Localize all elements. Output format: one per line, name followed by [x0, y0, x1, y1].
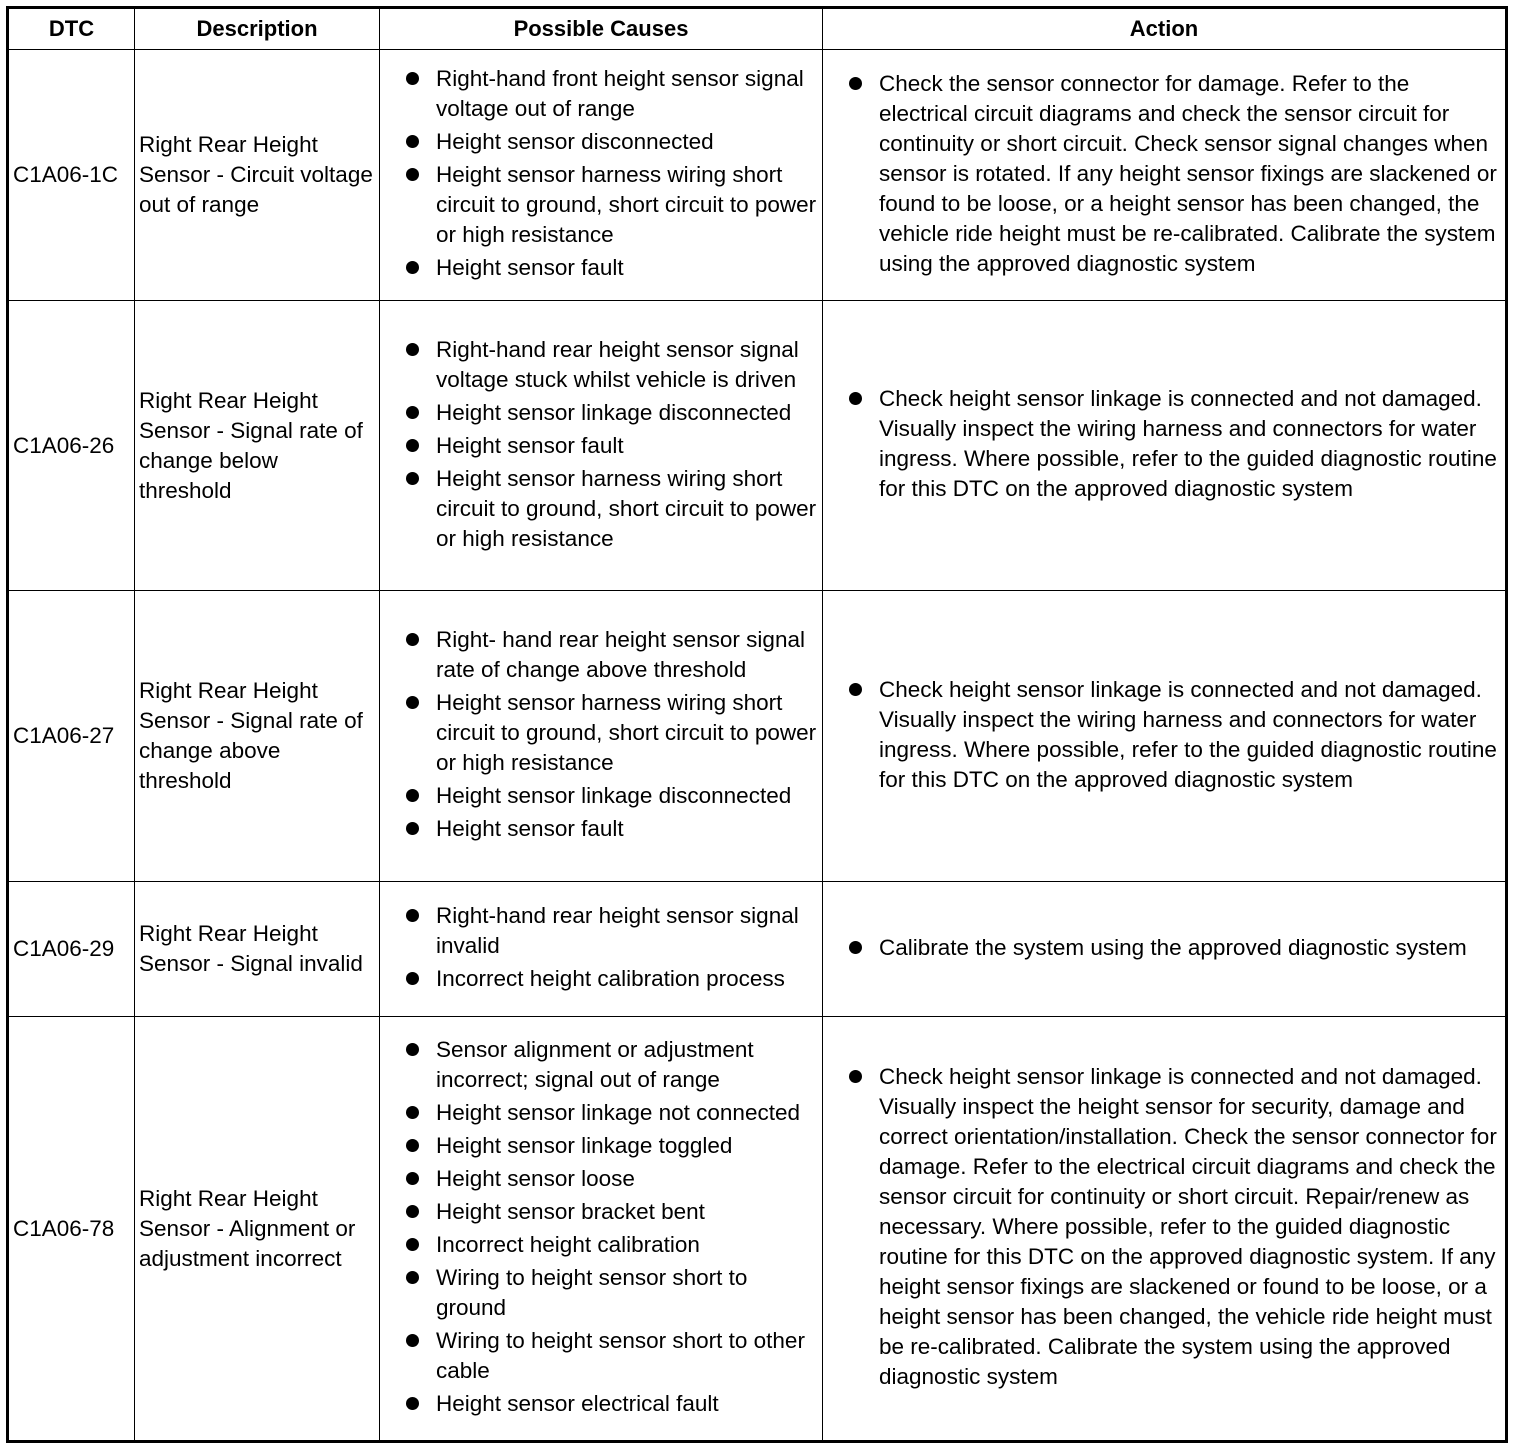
table-header [8, 8, 1507, 50]
cause-item-text: Height sensor linkage disconnected [436, 399, 792, 425]
bullet-icon [406, 1334, 419, 1347]
header-description: Description [135, 8, 380, 50]
cause-item [406, 335, 818, 395]
bullet-icon [406, 633, 419, 646]
cause-item [406, 688, 818, 778]
table-row [8, 591, 1507, 882]
cause-item-text: Height sensor harness wiring short circuit to ground, short circuit to power or high resistance [436, 162, 817, 247]
table-row [8, 301, 1507, 591]
cause-item [406, 1164, 818, 1194]
action-cell [823, 1017, 1507, 1442]
cause-item-text: Height sensor linkage disconnected [436, 783, 792, 808]
action-cell [823, 882, 1507, 1017]
bullet-icon [849, 1070, 862, 1083]
action-item-text: Check height sensor linkage is connected and not damaged. Visually inspect the wiring harness and connectors for water ingress. Where possible, refer to the guided diagnostic routine for this DTC on the approved diagnostic system [879, 386, 1497, 501]
bullet-icon [406, 72, 419, 85]
bullet-icon [406, 972, 419, 985]
bullet-icon [406, 1205, 419, 1218]
cause-item-text: Right-hand rear height sensor signal voltage stuck whilst vehicle is driven [436, 336, 799, 392]
cause-item-text: Height sensor electrical fault [436, 1391, 719, 1416]
dtc-code-cell: C1A06-26 [8, 301, 135, 591]
action-item-text: Check the sensor connector for damage. Refer to the electrical circuit diagrams and check the sensor circuit for continuity or short circuit. Check sensor signal changes when sensor is rotated. If any height sensor fixings are slackened or found to be loose, or a height sensor has been changed, the vehicle ride height must be re-calibrated. Calibrate the system using the approved diagnostic system [879, 70, 1497, 276]
possible-causes-cell [380, 1017, 823, 1442]
dtc-code-cell: C1A06-29 [8, 882, 135, 1017]
cause-item-text: Height sensor fault [436, 816, 624, 841]
action-item-text: Calibrate the system using the approved diagnostic system [879, 934, 1467, 960]
action-cell [823, 50, 1507, 301]
bullet-icon [406, 1271, 419, 1284]
header-row [8, 8, 1507, 50]
cause-item [406, 64, 818, 124]
cause-item [406, 814, 818, 844]
cause-item [406, 160, 818, 250]
cause-item-text: Height sensor linkage not connected [436, 1100, 800, 1125]
cause-item-text: Sensor alignment or adjustment incorrect; signal out of range [436, 1037, 754, 1092]
bullet-icon [849, 77, 862, 90]
bullet-icon [406, 1397, 419, 1410]
bullet-icon [406, 822, 419, 835]
cause-item-text: Wiring to height sensor short to ground [436, 1265, 748, 1320]
cause-item [406, 1035, 818, 1095]
description-cell: Right Rear Height Sensor - Alignment or adjustment incorrect [135, 1017, 380, 1442]
cause-item [406, 1197, 818, 1227]
cause-item [406, 781, 818, 811]
possible-causes-cell [380, 591, 823, 882]
action-item-text: Check height sensor linkage is connected and not damaged. Visually inspect the height sensor for security, damage and correct orientation/installation. Check the sensor connector for damage. Refer to the electrical circuit diagrams and check the sensor circuit for continuity or short circuit. Repair/renew as necessary. Where possible, refer to the guided diagnostic routine for this DTC on the approved diagnostic system. If any height sensor fixings are slackened or found to be loose, or a height sensor has been changed, the vehicle ride height must be re-calibrated. Calibrate the system using the approved diagnostic system [879, 1064, 1497, 1389]
bullet-icon [406, 789, 419, 802]
cause-item-text: Height sensor bracket bent [436, 1199, 705, 1224]
bullet-icon [406, 472, 419, 485]
bullet-icon [406, 696, 419, 709]
bullet-icon [406, 1139, 419, 1152]
dtc-table [6, 6, 1508, 1443]
table-row [8, 1017, 1507, 1442]
bullet-icon [849, 683, 862, 696]
action-item [849, 1062, 1501, 1392]
cause-item [406, 127, 818, 157]
cause-item [406, 1230, 818, 1260]
action-cell [823, 591, 1507, 882]
causes-list [380, 335, 818, 554]
header-possible-causes: Possible Causes [380, 8, 823, 50]
cause-item [406, 398, 818, 428]
description-cell: Right Rear Height Sensor - Signal rate of change above threshold [135, 591, 380, 882]
description-cell: Right Rear Height Sensor - Signal rate of change below threshold [135, 301, 380, 591]
dtc-code-cell: C1A06-78 [8, 1017, 135, 1442]
bullet-icon [406, 168, 419, 181]
bullet-icon [406, 135, 419, 148]
action-item [849, 69, 1501, 279]
cause-item-text: Height sensor loose [436, 1166, 635, 1191]
causes-list [380, 901, 818, 994]
cause-item-text: Height sensor harness wiring short circuit to ground, short circuit to power or high resistance [436, 690, 817, 775]
cause-item [406, 901, 818, 961]
actions-list [823, 1060, 1501, 1397]
bullet-icon [406, 406, 419, 419]
cause-item-text: Right-hand front height sensor signal voltage out of range [436, 66, 804, 121]
cause-item [406, 1389, 818, 1419]
action-item [849, 933, 1501, 963]
table-row [8, 50, 1507, 301]
bullet-icon [406, 439, 419, 452]
actions-list [823, 931, 1501, 968]
cause-item-text: Height sensor harness wiring short circuit to ground, short circuit to power or high resistance [436, 465, 817, 551]
possible-causes-cell [380, 301, 823, 591]
cause-item [406, 625, 818, 685]
possible-causes-cell [380, 882, 823, 1017]
possible-causes-cell [380, 50, 823, 301]
actions-list [823, 382, 1501, 509]
dtc-code-cell: C1A06-1C [8, 50, 135, 301]
table-row [8, 882, 1507, 1017]
bullet-icon [406, 1172, 419, 1185]
cause-item [406, 1131, 818, 1161]
description-cell: Right Rear Height Sensor - Signal invalid [135, 882, 380, 1017]
causes-list [380, 64, 818, 283]
bullet-icon [849, 941, 862, 954]
description-cell: Right Rear Height Sensor - Circuit voltage out of range [135, 50, 380, 301]
bullet-icon [406, 261, 419, 274]
header-dtc: DTC [8, 8, 135, 50]
action-item [849, 384, 1501, 504]
cause-item [406, 1326, 818, 1386]
actions-list [823, 67, 1501, 284]
cause-item [406, 253, 818, 283]
bullet-icon [406, 909, 419, 922]
dtc-code-cell: C1A06-27 [8, 591, 135, 882]
cause-item-text: Height sensor disconnected [436, 129, 714, 154]
bullet-icon [849, 392, 862, 405]
table-body [8, 50, 1507, 1442]
actions-list [823, 673, 1501, 800]
action-item-text: Check height sensor linkage is connected and not damaged. Visually inspect the wiring harness and connectors for water ingress. Where possible, refer to the guided diagnostic routine for this DTC on the approved diagnostic system [879, 676, 1497, 792]
action-cell [823, 301, 1507, 591]
cause-item [406, 464, 818, 554]
cause-item-text: Right- hand rear height sensor signal rate of change above threshold [436, 627, 805, 682]
cause-item-text: Height sensor fault [436, 432, 624, 458]
bullet-icon [406, 1106, 419, 1119]
cause-item-text: Wiring to height sensor short to other cable [436, 1328, 805, 1383]
cause-item [406, 1263, 818, 1323]
cause-item-text: Height sensor linkage toggled [436, 1133, 733, 1158]
cause-item-text: Height sensor fault [436, 255, 624, 280]
cause-item [406, 431, 818, 461]
cause-item-text: Incorrect height calibration [436, 1232, 700, 1257]
cause-item-text: Right-hand rear height sensor signal invalid [436, 903, 799, 958]
causes-list [380, 1035, 818, 1419]
bullet-icon [406, 1238, 419, 1251]
cause-item [406, 964, 818, 994]
header-action: Action [823, 8, 1507, 50]
cause-item [406, 1098, 818, 1128]
bullet-icon [406, 1043, 419, 1056]
bullet-icon [406, 343, 419, 356]
cause-item-text: Incorrect height calibration process [436, 966, 785, 991]
causes-list [380, 625, 818, 844]
action-item [849, 675, 1501, 795]
